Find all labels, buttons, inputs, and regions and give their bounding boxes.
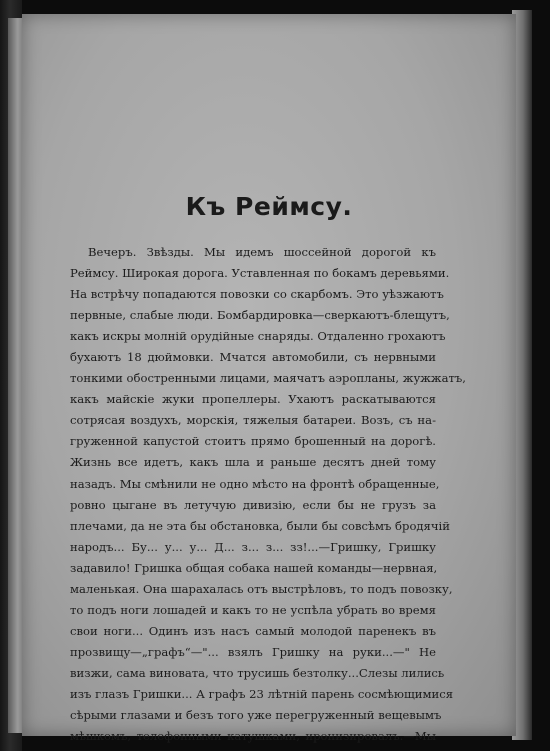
text-line: тонкими обостренными лицами, маячатъ аэропланы, жужжатъ, bbox=[70, 371, 466, 386]
text-line: сѣрыми глазами и безъ того уже перегруженный вещевымъ bbox=[70, 708, 442, 723]
text-line: плечами, да не эта бы обстановка, были бы совсѣмъ бродячій bbox=[70, 518, 450, 533]
text-line: прозвищу—„графъ“—"... взялъ Гришку на руки...—" Не bbox=[70, 644, 436, 659]
text-line: мѣшкомъ, телефонными катушками, иронизировалъ.—Мы bbox=[70, 729, 436, 744]
text-line: какъ искры молній орудійные снаряды. Отдаленно грохаютъ bbox=[70, 329, 446, 344]
book-page bbox=[22, 14, 516, 744]
text-line: изъ глазъ Гришки... А графъ 23 лѣтній парень сосмѣющимися bbox=[70, 686, 454, 701]
text-line: первные, слабые люди. Бомбардировка—сверкаютъ-блещутъ, bbox=[70, 308, 450, 323]
text-line: Жизнь все идетъ, какъ шла и раньше десятъ дней тому bbox=[70, 455, 436, 470]
text-line: ровно цыгане въ летучую дивизію, если бы не грузъ за bbox=[70, 497, 436, 512]
text-line: визжи, сама виновата, что трусишь безтолку...Слезы лились bbox=[70, 665, 445, 680]
text-line: то подъ ноги лошадей и какъ то не успѣла убрать во время bbox=[70, 602, 436, 617]
chapter-heading: Къ Реймсу. bbox=[185, 192, 353, 221]
text-line: Реймсу. Широкая дорога. Уставленная по бокамъ деревьями. bbox=[70, 266, 450, 281]
text-line: задавило! Гришка общая собака нашей команды—нервная, bbox=[70, 560, 438, 575]
text-line: На встрѣчу попадаются повозки со скарбомъ. Это уѣзжаютъ bbox=[70, 287, 444, 302]
text-line: бухаютъ 18 дюймовки. Мчатся автомобили, съ нервными bbox=[70, 350, 436, 365]
text-line: груженной капустой стоитъ прямо брошенный на дорогѣ. bbox=[70, 434, 436, 449]
text-line: народъ... Бу... у... у... Д... з... з... зз!...—Гришку, Гришку bbox=[70, 539, 436, 554]
text-line: какъ майскіе жуки пропеллеры. Ухаютъ раскатываются bbox=[70, 392, 436, 407]
text-line: маленькая. Она шарахалась отъ выстрѣловъ, то подъ повозку, bbox=[70, 581, 453, 596]
text-line: Вечеръ. Звѣзды. Мы идемъ шоссейной дорогой къ bbox=[88, 245, 436, 259]
text-line: назадъ. Мы смѣнили не одно мѣсто на фронтѣ обращенные, bbox=[70, 476, 440, 491]
body-text bbox=[70, 242, 466, 747]
text-line: свои ноги... Одинъ изъ насъ самый молодой паренекъ въ bbox=[70, 623, 436, 638]
text-line: сотрясая воздухъ, морскія, тяжелыя батареи. Возъ, съ на- bbox=[70, 413, 436, 428]
